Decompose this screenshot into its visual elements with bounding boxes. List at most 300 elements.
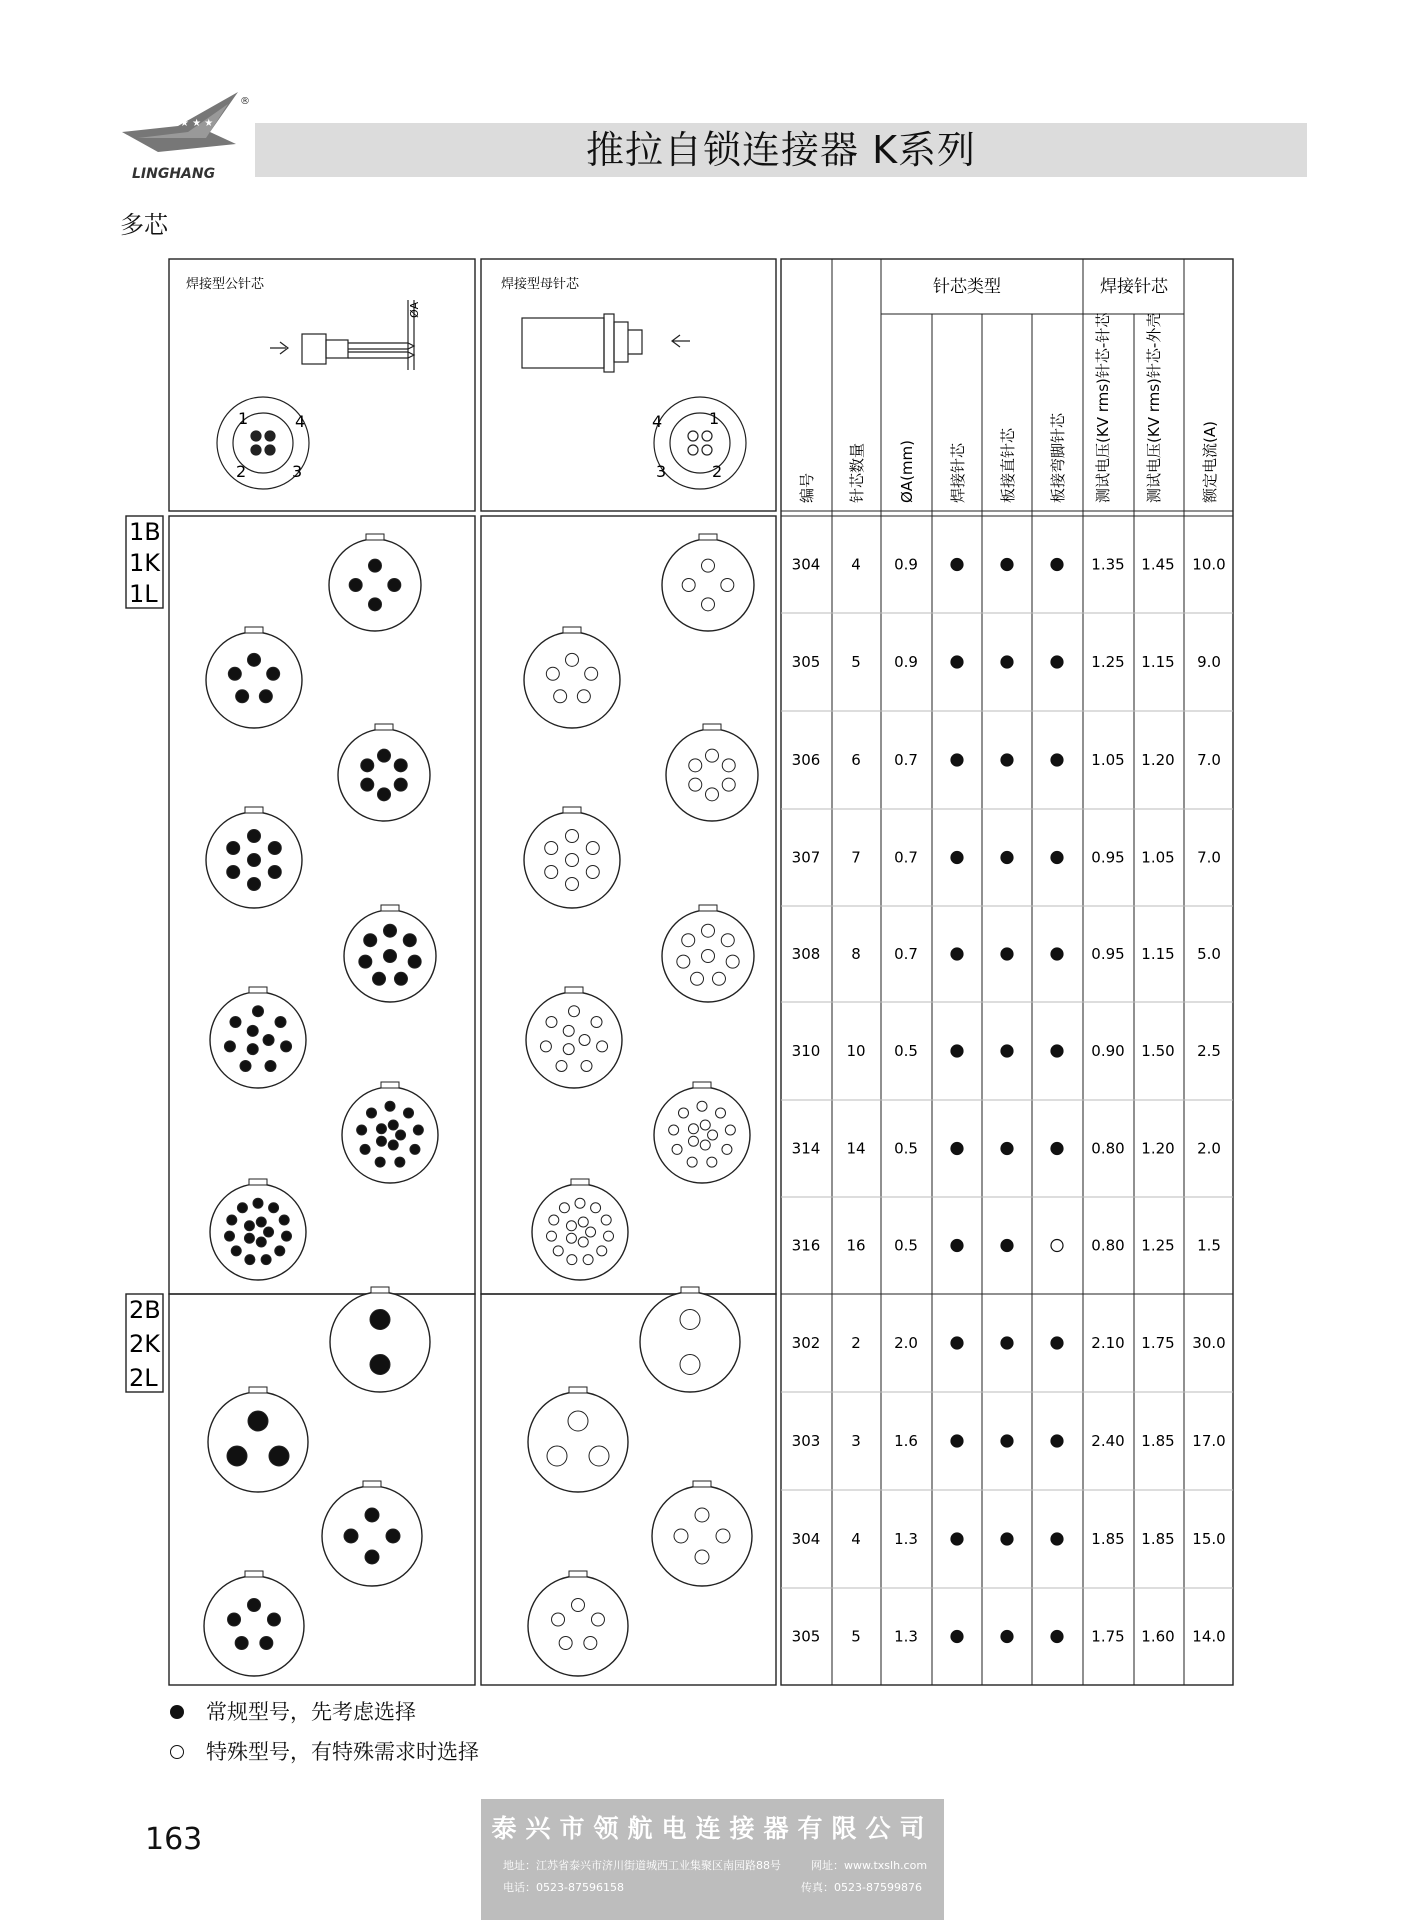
cell-diameter: 0.9	[894, 555, 918, 574]
female-connector-5-pin	[528, 1571, 628, 1676]
pin-contact	[559, 1203, 569, 1213]
pin-contact	[575, 1198, 585, 1208]
legend	[170, 1692, 479, 1772]
pin-contact	[604, 1231, 614, 1241]
pin-contact	[245, 1255, 255, 1265]
filled-dot-icon	[1051, 559, 1063, 571]
female-connector-8-pin	[662, 905, 754, 1002]
pin-contact	[567, 1255, 577, 1265]
cell-v_shell: 1.50	[1141, 1042, 1175, 1060]
pin-contact	[224, 1231, 234, 1241]
pin-contact	[546, 1231, 556, 1241]
cell-v_pin: 0.80	[1091, 1236, 1125, 1255]
filled-dot-icon	[1001, 1045, 1013, 1057]
pin-contact	[231, 1246, 241, 1256]
pin-contact	[247, 1044, 258, 1055]
cell-number: 314	[791, 1139, 821, 1158]
male-pin-drawing	[270, 300, 414, 370]
cell-v_pin: 1.25	[1091, 653, 1125, 671]
pin-contact	[572, 1599, 585, 1612]
filled-dot-icon	[1051, 1045, 1063, 1057]
cell-v_shell: 1.15	[1141, 653, 1175, 671]
pin-contact	[689, 778, 702, 791]
filled-dot-icon	[951, 1533, 963, 1545]
male-connector-10-pin	[210, 987, 306, 1088]
pin-contact	[384, 924, 397, 937]
pin-contact	[586, 842, 599, 855]
pin-contact	[700, 1120, 710, 1130]
svg-text:®: ®	[240, 96, 250, 107]
cell-v_pin: 1.85	[1091, 1530, 1125, 1548]
pin-contact	[248, 878, 261, 891]
col-board-straight: 板接直针芯	[999, 427, 1017, 503]
dimension-label: ØA	[408, 301, 421, 318]
pin-contact	[563, 1044, 574, 1055]
cell-pins: 3	[851, 1432, 861, 1450]
cell-diameter: 2.0	[894, 1334, 918, 1352]
filled-dot-icon	[1001, 1240, 1013, 1252]
cell-v_pin: 2.40	[1091, 1432, 1125, 1450]
col-diameter: ØA(mm)	[898, 440, 916, 503]
pin-contact	[601, 1215, 611, 1225]
female-connector-3-pin	[528, 1387, 628, 1492]
pin-contact	[547, 1446, 567, 1466]
female-connector-4-pin	[652, 1481, 752, 1586]
pin-contact	[228, 667, 241, 680]
pin-contact	[248, 1599, 261, 1612]
cell-pins: 7	[851, 848, 861, 867]
legend-regular: 常规型号，先考虑选择	[170, 1692, 479, 1732]
footer-fax: 传真：0523-87599876	[801, 1881, 922, 1894]
male-connector-7-pin	[206, 807, 302, 908]
filled-dot-icon	[951, 1240, 963, 1252]
pin-contact	[364, 934, 377, 947]
pin-contact	[240, 1060, 251, 1071]
cell-number: 308	[791, 945, 821, 963]
cell-pins: 2	[851, 1334, 861, 1352]
cell-v_shell: 1.85	[1141, 1432, 1175, 1450]
pin-contact	[359, 955, 372, 968]
pin-contact	[691, 972, 704, 985]
pin-contact	[680, 1310, 700, 1330]
pin-contact	[716, 1108, 726, 1118]
cell-current: 2.0	[1197, 1139, 1221, 1158]
pin-contact	[378, 749, 391, 762]
pin-contact	[586, 1227, 596, 1237]
pin-contact	[369, 598, 382, 611]
pin-contact	[269, 1446, 289, 1466]
pin-contact	[586, 866, 599, 879]
col-rated-current: 额定电流(A)	[1201, 421, 1219, 503]
pin-contact	[260, 1636, 273, 1649]
filled-dot-icon	[1051, 1337, 1063, 1349]
cell-number: 310	[791, 1042, 821, 1060]
pin-contact	[566, 653, 579, 666]
pin-contact	[672, 1144, 682, 1154]
svg-text:2B: 2B	[129, 1296, 161, 1324]
pin-contact	[378, 788, 391, 801]
solder-group-header: 焊接针芯	[1100, 277, 1168, 297]
pin-contact	[369, 559, 382, 572]
pin-contact	[388, 579, 401, 592]
pin-contact	[244, 1221, 254, 1231]
filled-dot-icon	[1001, 948, 1013, 960]
page-title: 推拉自锁连接器 K系列	[586, 128, 976, 172]
pin-contact	[674, 1529, 688, 1543]
cell-number: 307	[791, 848, 821, 867]
pin-contact	[281, 1041, 292, 1052]
pin-contact	[261, 1255, 271, 1265]
series-2-codes	[129, 1296, 161, 1392]
cell-v_shell: 1.60	[1141, 1627, 1175, 1646]
cell-number: 316	[791, 1236, 821, 1255]
svg-text:1: 1	[238, 409, 249, 428]
pin-contact	[248, 830, 261, 843]
svg-text:1L: 1L	[129, 580, 158, 608]
pin-contact	[230, 1017, 241, 1028]
pin-contact	[585, 667, 598, 680]
pin-contact	[224, 1041, 235, 1052]
cell-v_pin: 0.95	[1091, 848, 1125, 867]
female-connector-6-pin	[666, 724, 758, 821]
filled-dot-icon	[951, 656, 963, 668]
cell-current: 7.0	[1197, 751, 1221, 769]
pin-contact	[365, 1550, 379, 1564]
cell-diameter: 0.5	[894, 1139, 918, 1158]
pin-contact	[591, 1017, 602, 1028]
pin-contact	[680, 1355, 700, 1375]
pin-contact	[706, 749, 719, 762]
female-connector-5-pin	[524, 627, 620, 728]
svg-text:4: 4	[652, 412, 663, 431]
filled-dot-icon	[951, 948, 963, 960]
pin-contact	[552, 1613, 565, 1626]
cell-v_shell: 1.15	[1141, 945, 1175, 963]
cell-number: 304	[791, 555, 821, 574]
series-1-codes	[129, 518, 161, 608]
cell-pins: 16	[846, 1236, 866, 1255]
pin-contact	[688, 1124, 698, 1134]
pin-contact	[256, 1217, 266, 1227]
cell-v_shell: 1.85	[1141, 1530, 1175, 1548]
cell-current: 30.0	[1192, 1334, 1226, 1352]
cell-number: 303	[791, 1432, 821, 1450]
female-connector-7-pin	[524, 807, 620, 908]
filled-dot-icon	[1051, 1631, 1063, 1643]
pin-contact	[556, 1060, 567, 1071]
svg-text:★ ★ ★: ★ ★ ★	[180, 118, 214, 129]
filled-dot-icon	[951, 852, 963, 864]
pin-contact	[253, 1198, 263, 1208]
pin-contact	[559, 1636, 572, 1649]
svg-text:2: 2	[236, 462, 247, 481]
cell-diameter: 0.7	[894, 945, 918, 963]
pin-contact	[722, 759, 735, 772]
male-connector-8-pin	[344, 905, 436, 1002]
filled-dot-icon	[1001, 1533, 1013, 1545]
pin-contact	[721, 934, 734, 947]
section-title: 多芯	[120, 211, 168, 239]
female-pin-layout	[654, 397, 746, 489]
pin-contact	[716, 1529, 730, 1543]
cell-v_shell: 1.05	[1141, 848, 1175, 867]
pin-contact	[236, 690, 249, 703]
pin-contact	[721, 579, 734, 592]
pin-contact	[707, 1157, 717, 1167]
pin-contact	[282, 1231, 292, 1241]
male-panel-title: 焊接型公针芯	[186, 277, 265, 292]
pin-contact	[248, 854, 261, 867]
svg-text:1B: 1B	[129, 518, 161, 546]
col-test-voltage-shell: 测试电压(KV rms)针芯-外壳	[1145, 312, 1163, 503]
footer-web: 网址：www.txslh.com	[811, 1859, 928, 1872]
pin-contact	[682, 934, 695, 947]
pin-contact	[706, 788, 719, 801]
pin-contact	[237, 1203, 247, 1213]
cell-current: 9.0	[1197, 653, 1221, 671]
col-number: 编号	[798, 472, 816, 503]
svg-text:1: 1	[709, 409, 720, 428]
filled-dot-icon	[1051, 852, 1063, 864]
male-connector-6-pin	[338, 724, 430, 821]
pin-contact	[566, 1233, 576, 1243]
filled-dot-icon	[1001, 1337, 1013, 1349]
pin-contact	[403, 934, 416, 947]
pin-contact	[726, 955, 739, 968]
svg-text:1K: 1K	[129, 549, 161, 577]
pin-contact	[584, 1636, 597, 1649]
pin-contact	[275, 1017, 286, 1028]
pin-contact	[566, 878, 579, 891]
pin-contact	[385, 1101, 395, 1111]
cell-v_shell: 1.25	[1141, 1236, 1175, 1255]
pin-contact	[566, 1221, 576, 1231]
male-connector-4-pin	[329, 534, 421, 631]
cell-number: 306	[791, 751, 821, 769]
pin-contact	[708, 1130, 718, 1140]
cell-v_pin: 1.75	[1091, 1627, 1125, 1646]
col-board-bent: 板接弯脚针芯	[1049, 412, 1067, 503]
pin-contact	[413, 1125, 423, 1135]
hollow-dot-icon	[170, 1745, 184, 1759]
pin-contact	[702, 559, 715, 572]
cell-pins: 10	[846, 1042, 866, 1060]
male-connector-2-pin	[330, 1287, 430, 1392]
cell-current: 1.5	[1197, 1236, 1221, 1255]
cell-current: 2.5	[1197, 1042, 1221, 1060]
cell-v_pin: 1.05	[1091, 751, 1125, 769]
filled-dot-icon	[951, 1435, 963, 1447]
col-pin-count: 针芯数量	[848, 442, 866, 503]
pin-contact	[394, 759, 407, 772]
pin-contact	[722, 778, 735, 791]
pin-contact	[549, 1215, 559, 1225]
female-pin-drawing	[522, 314, 690, 372]
pin-type-group-header: 针芯类型	[933, 277, 1001, 297]
cell-current: 5.0	[1197, 945, 1221, 963]
pin-contact	[248, 653, 261, 666]
filled-dot-icon	[951, 1143, 963, 1155]
cell-diameter: 0.9	[894, 653, 918, 671]
pin-contact	[579, 1035, 590, 1046]
pin-contact	[244, 1233, 254, 1243]
pin-contact	[545, 866, 558, 879]
cell-number: 304	[791, 1530, 821, 1548]
cell-v_shell: 1.20	[1141, 1139, 1175, 1158]
filled-dot-icon	[1051, 1143, 1063, 1155]
pin-contact	[376, 1124, 386, 1134]
cell-current: 7.0	[1197, 848, 1221, 867]
footer-address: 地址：江苏省泰兴市济川街道城西工业集聚区南园路88号	[503, 1859, 781, 1872]
pin-contact	[546, 1017, 557, 1028]
pin-contact	[235, 1636, 248, 1649]
pin-contact	[566, 854, 579, 867]
svg-text:LINGHANG: LINGHANG	[132, 166, 216, 182]
cell-current: 15.0	[1192, 1530, 1226, 1548]
footer	[481, 1799, 944, 1920]
cell-current: 14.0	[1192, 1627, 1226, 1646]
pin-contact	[349, 579, 362, 592]
svg-text:2L: 2L	[129, 1364, 158, 1392]
footer-phone: 电话：0523-87596158	[503, 1881, 624, 1894]
svg-text:2: 2	[712, 462, 723, 481]
pin-contact	[386, 1529, 400, 1543]
pin-contact	[384, 950, 397, 963]
filled-dot-icon	[1001, 1435, 1013, 1447]
pin-contact	[376, 1136, 386, 1146]
pin-contact	[553, 1246, 563, 1256]
cell-v_pin: 0.95	[1091, 945, 1125, 963]
pin-contact	[578, 1237, 588, 1247]
pin-contact	[678, 1108, 688, 1118]
cell-diameter: 0.5	[894, 1236, 918, 1255]
filled-dot-icon	[951, 1045, 963, 1057]
cell-v_pin: 1.35	[1091, 555, 1125, 574]
pin-contact	[263, 1035, 274, 1046]
pin-contact	[712, 972, 725, 985]
pin-contact	[228, 1613, 241, 1626]
cell-current: 17.0	[1192, 1432, 1226, 1450]
pin-contact	[275, 1246, 285, 1256]
svg-text:3: 3	[292, 462, 303, 481]
pin-contact	[256, 1237, 266, 1247]
cell-current: 10.0	[1192, 555, 1226, 574]
footer-company: 泰兴市领航电连接器有限公司	[491, 1814, 934, 1843]
pin-contact	[687, 1157, 697, 1167]
cell-v_shell: 1.20	[1141, 751, 1175, 769]
pin-contact	[591, 1203, 601, 1213]
filled-dot-icon	[1051, 656, 1063, 668]
pin-contact	[373, 972, 386, 985]
pin-contact	[357, 1125, 367, 1135]
pin-contact	[360, 1144, 370, 1154]
pin-contact	[395, 1157, 405, 1167]
cell-pins: 5	[851, 653, 861, 671]
pin-contact	[689, 759, 702, 772]
filled-dot-icon	[1001, 656, 1013, 668]
pin-contact	[279, 1215, 289, 1225]
male-connector-14-pin	[342, 1082, 438, 1183]
pin-contact	[545, 842, 558, 855]
cell-diameter: 0.7	[894, 848, 918, 867]
filled-dot-icon	[1001, 559, 1013, 571]
filled-dot-icon	[1001, 1143, 1013, 1155]
pin-contact	[697, 1101, 707, 1111]
pin-contact	[578, 1217, 588, 1227]
female-panel-title: 焊接型母针芯	[501, 277, 580, 292]
pin-contact	[227, 1446, 247, 1466]
pin-contact	[702, 598, 715, 611]
cell-number: 305	[791, 1627, 821, 1646]
pin-contact	[540, 1041, 551, 1052]
filled-dot-icon	[1001, 754, 1013, 766]
pin-contact	[702, 950, 715, 963]
filled-dot-icon	[1051, 754, 1063, 766]
pin-contact	[227, 842, 240, 855]
male-connector-16-pin	[210, 1179, 306, 1280]
pin-contact	[365, 1508, 379, 1522]
svg-text:2K: 2K	[129, 1330, 161, 1358]
col-test-voltage-pin: 测试电压(KV rms)针芯-针芯	[1094, 312, 1112, 503]
cell-pins: 6	[851, 751, 861, 769]
pin-contact	[669, 1125, 679, 1135]
filled-dot-icon	[170, 1705, 184, 1719]
cell-pins: 4	[851, 1530, 861, 1548]
filled-dot-icon	[951, 1337, 963, 1349]
pin-contact	[247, 1025, 258, 1036]
pin-contact	[361, 778, 374, 791]
male-connector-4-pin	[322, 1481, 422, 1586]
pin-contact	[388, 1120, 398, 1130]
pin-contact	[722, 1144, 732, 1154]
pin-contact	[695, 1508, 709, 1522]
pin-contact	[410, 1144, 420, 1154]
pin-contact	[589, 1446, 609, 1466]
pin-contact	[677, 955, 690, 968]
pin-contact	[394, 778, 407, 791]
pin-contact	[581, 1060, 592, 1071]
filled-dot-icon	[1001, 852, 1013, 864]
cell-v_shell: 1.75	[1141, 1334, 1175, 1352]
pin-contact	[725, 1125, 735, 1135]
pin-contact	[597, 1041, 608, 1052]
legend-special: 特殊型号，有特殊需求时选择	[170, 1732, 479, 1772]
pin-contact	[253, 1006, 264, 1017]
female-connector-4-pin	[662, 534, 754, 631]
male-connector-3-pin	[208, 1387, 308, 1492]
pin-contact	[563, 1025, 574, 1036]
pin-contact	[264, 1227, 274, 1237]
male-connector-5-pin	[206, 627, 302, 728]
cell-diameter: 1.6	[894, 1432, 918, 1450]
pin-contact	[396, 1130, 406, 1140]
pin-contact	[688, 1136, 698, 1146]
pin-contact	[702, 924, 715, 937]
cell-v_pin: 0.80	[1091, 1139, 1125, 1158]
pin-contact	[344, 1529, 358, 1543]
svg-text:4: 4	[295, 412, 306, 431]
cell-diameter: 0.5	[894, 1042, 918, 1060]
pin-contact	[404, 1108, 414, 1118]
pin-contact	[569, 1006, 580, 1017]
cell-v_shell: 1.45	[1141, 555, 1175, 574]
pin-contact	[566, 830, 579, 843]
cell-diameter: 1.3	[894, 1530, 918, 1548]
cell-v_pin: 2.10	[1091, 1334, 1125, 1352]
pin-contact	[361, 759, 374, 772]
pin-contact	[227, 866, 240, 879]
pin-contact	[583, 1255, 593, 1265]
